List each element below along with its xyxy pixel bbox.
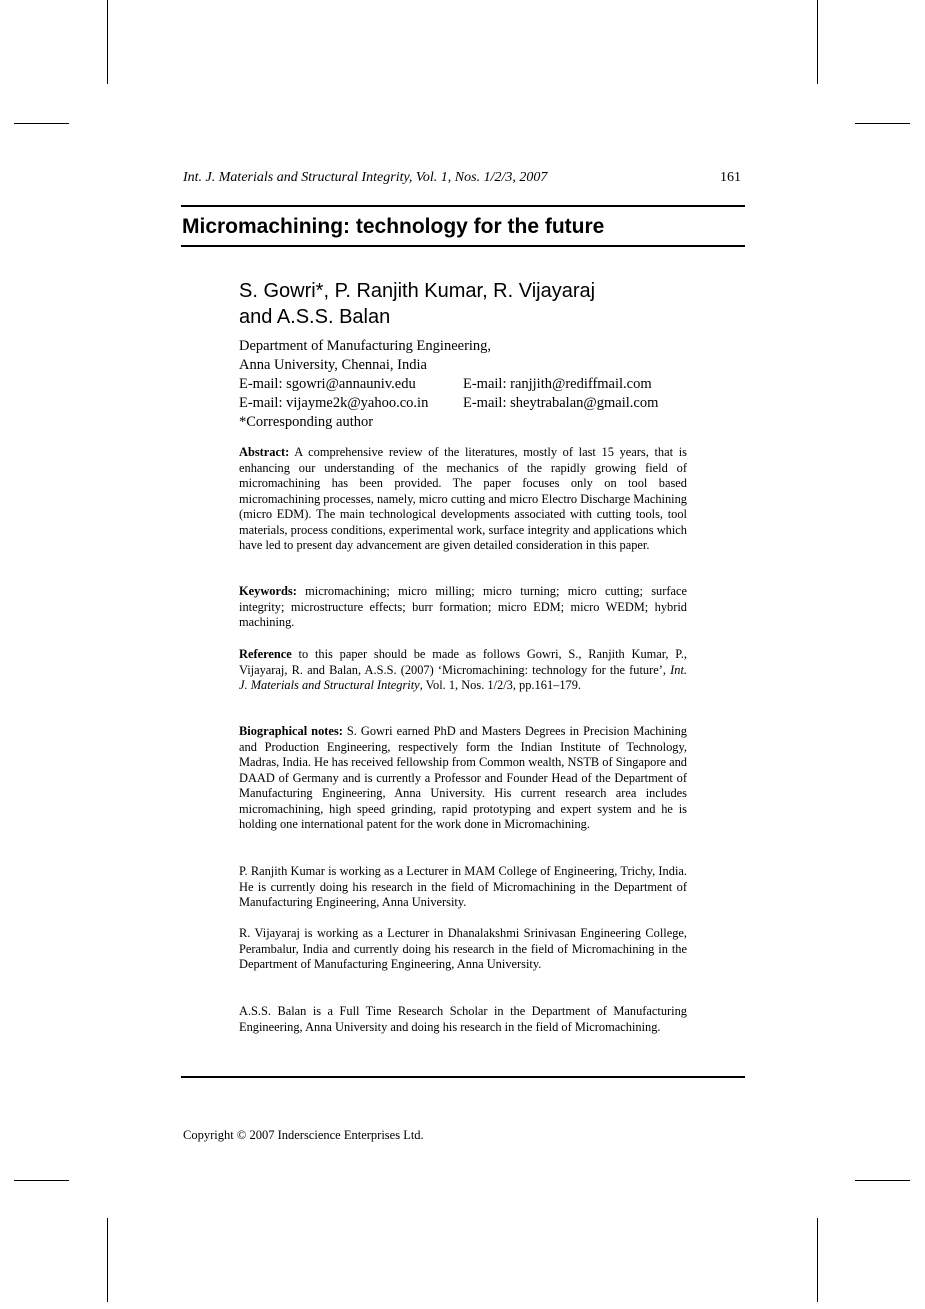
email-row-1 [239,375,719,394]
bio-label: Biographical notes: [239,724,343,738]
running-head [183,170,741,186]
bio-vijayaraj-text: R. Vijayaraj is working as a Lecturer in Dhanalakshmi Srinivasan Engineering College, Perambalur, India and currently doing his research in the field of Micromachining in the Department of Manufacturing Engineering, Anna University. [239,926,687,971]
bio-gowri [239,724,687,833]
email-gowri: E-mail: sgowri@annauniv.edu [239,376,416,392]
paper-title: Micromachining: technology for the future [182,215,605,238]
keywords-label: Keywords: [239,584,297,598]
email-kumar: E-mail: ranjjith@rediffmail.com [463,376,652,392]
corresponding-author: *Corresponding author [239,414,374,430]
crop-mark-bottom-left-vertical [107,1218,108,1302]
crop-mark-top-right-vertical [817,0,818,84]
email-vijayaraj: E-mail: vijayme2k@yahoo.co.in [239,395,429,411]
abstract-label: Abstract: [239,445,290,459]
bio-balan-text: A.S.S. Balan is a Full Time Research Scholar in the Department of Manufacturing Engineering, Anna University and doing his research in the field of Micromachining. [239,1004,687,1034]
crop-mark-top-right-horizontal [855,123,910,124]
bio-balan [239,1004,687,1035]
keywords-text: micromachining; micro milling; micro turning; micro cutting; surface integrity; microstructure effects; burr formation; micro EDM; micro WEDM; hybrid machining. [239,584,687,629]
journal-citation: Int. J. Materials and Structural Integrity, Vol. 1, Nos. 1/2/3, 2007 [183,170,548,185]
title-rule-bottom [181,245,745,247]
email-row-2 [239,394,719,413]
footer-rule [181,1076,745,1078]
crop-mark-top-left-vertical [107,0,108,84]
affiliation-block [239,337,719,432]
keywords [239,584,687,631]
bio-gowri-text: S. Gowri earned PhD and Masters Degrees in Precision Machining and Production Engineering, respectively form the Indian Institute of Technology, Madras, India. He has received fellowship from Common wealth, NSTB of Singapore and DAAD of Germany and is currently a Professor and Founder Head of the Department of Manufacturing Engineering, Anna University. His current research area includes micromachining, high speed grinding, rapid prototyping and expert system and he is holding one international patent for the work done in Micromachining. [239,724,687,831]
institution: Anna University, Chennai, India [239,357,427,373]
department: Department of Manufacturing Engineering, [239,338,492,354]
author-line-1: S. Gowri*, P. Ranjith Kumar, R. Vijayaraj [239,280,596,302]
title-rule-top [181,205,745,207]
crop-mark-bottom-right-horizontal [855,1180,910,1181]
page-number: 161 [720,170,741,185]
email-balan: E-mail: sheytrabalan@gmail.com [463,395,659,411]
bio-vijayaraj [239,926,687,973]
reference-volume: , Vol. 1, Nos. 1/2/3, pp.161–179. [419,678,582,692]
author-line-2: and A.S.S. Balan [239,306,391,328]
bio-kumar-text: P. Ranjith Kumar is working as a Lecturer in MAM College of Engineering, Trichy, India. He is currently doing his research in the field of Micromachining in the Department of Manufacturing Engineering, Anna University. [239,864,687,909]
author-list [239,278,699,330]
crop-mark-bottom-right-vertical [817,1218,818,1302]
crop-mark-top-left-horizontal [14,123,69,124]
reference-label: Reference [239,647,292,661]
copyright-notice: Copyright © 2007 Inderscience Enterprises Ltd. [183,1128,424,1142]
crop-mark-bottom-left-horizontal [14,1180,69,1181]
reference-text: to this paper should be made as follows Gowri, S., Ranjith Kumar, P., Vijayaraj, R. and Balan, A.S.S. (2007) ‘Micromachining: technology for the future’, [239,647,687,677]
bio-kumar [239,864,687,911]
reference [239,647,687,694]
reference-journal: Int. J. Materials and Structural Integrity [239,662,687,692]
abstract-text: A comprehensive review of the literatures, mostly of last 15 years, that is enhancing our understanding of the mechanics of the rapidly growing field of micromachining has been provided. The paper focuses only on tool based micromachining processes, namely, micro cutting and micro Electro Discharge Machining (micro EDM). The main technological developments associated with cutting tools, tool materials, process conditions, experimental work, surface integrity and applications which have led to present day advancement are given detailed consideration in this paper. [239,445,687,552]
abstract [239,445,687,554]
